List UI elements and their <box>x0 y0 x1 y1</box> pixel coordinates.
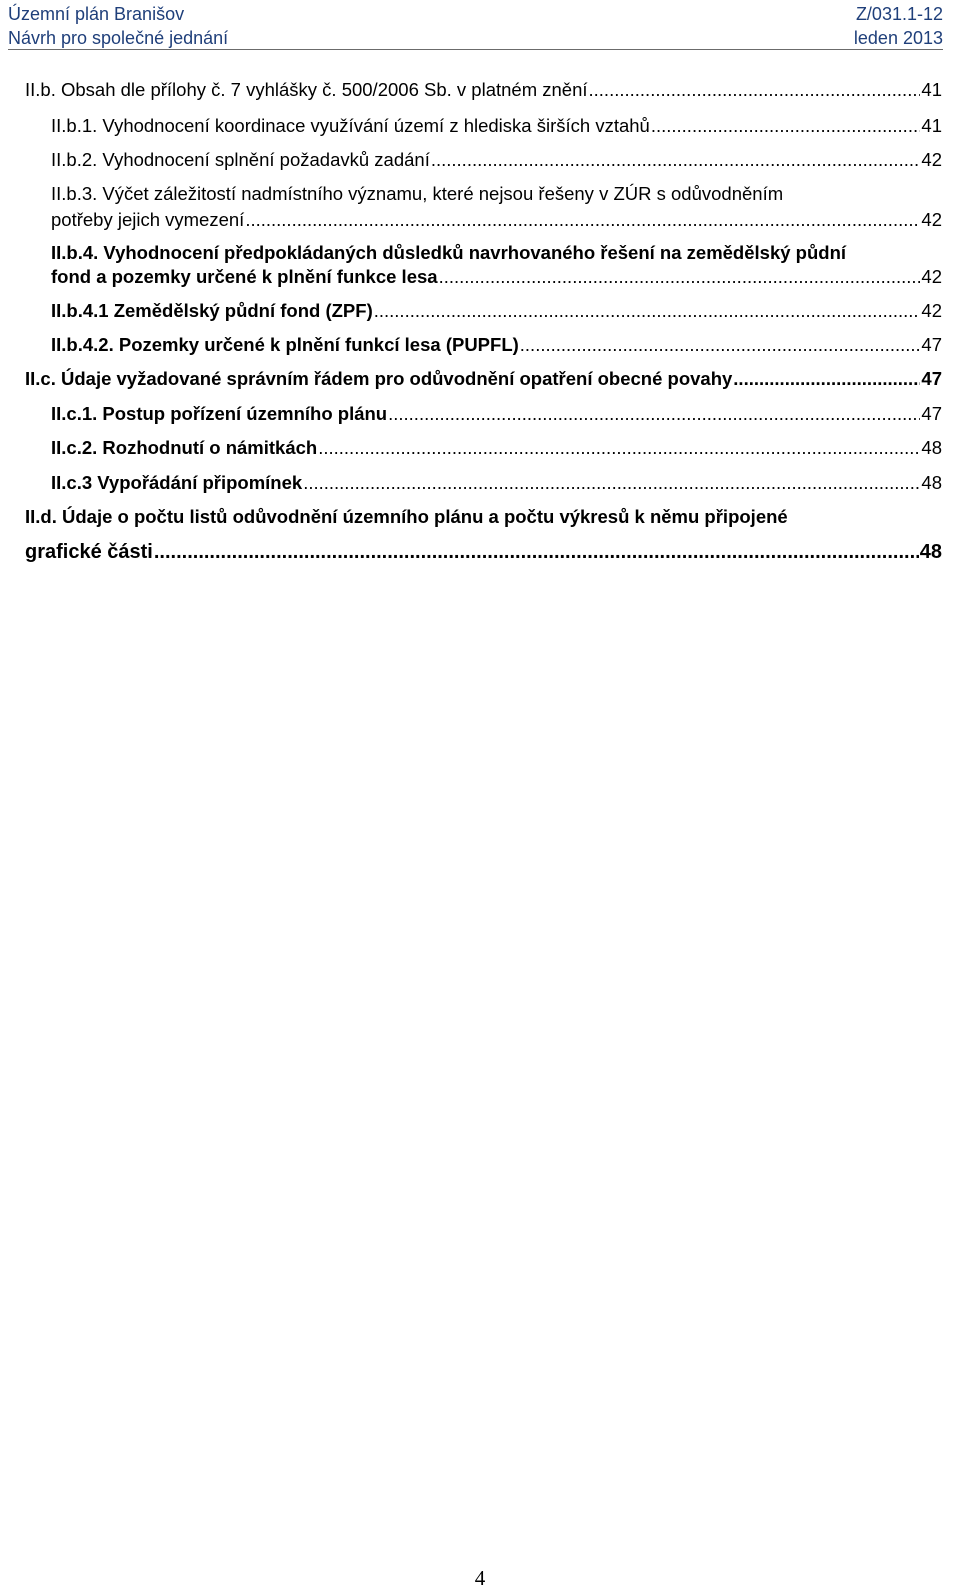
toc-entry[interactable]: II.b.4.1 Zemědělský půdní fond (ZPF) ..... 42 <box>51 299 942 323</box>
toc-entry[interactable]: fond a pozemky určené k plnění funkce lesa ..... 42 <box>51 265 942 289</box>
toc-entry-line1: II.b.4. Vyhodnocení předpokládaných důsledků navrhovaného řešení na zemědělský půdní <box>51 242 847 263</box>
header-code: Z/031.1-12 <box>855 4 943 24</box>
page-header <box>8 2 943 50</box>
toc-entry[interactable]: II.c. Údaje vyžadované správním řádem pro odůvodnění opatření obecné povahy ..... 47 <box>25 367 942 391</box>
toc-entry[interactable]: II.b.4.2. Pozemky určené k plnění funkcí lesa (PUPFL) ..... 47 <box>51 333 942 357</box>
header-title: Územní plán Branišov <box>8 4 185 24</box>
toc-entry[interactable]: II.c.2. Rozhodnutí o námitkách ..... 48 <box>51 436 942 460</box>
header-date: leden 2013 <box>853 28 943 48</box>
header-subtitle: Návrh pro společné jednání <box>8 28 229 48</box>
toc-entry-line1: II.b.3. Výčet záležitostí nadmístního významu, které nejsou řešeny v ZÚR s odůvodněním <box>51 183 784 204</box>
toc-entry-line1: II.d. Údaje o počtu listů odůvodnění územního plánu a počtu výkresů k němu připojené <box>25 506 788 527</box>
toc-entry[interactable]: II.b. Obsah dle přílohy č. 7 vyhlášky č. 500/2006 Sb. v platném znění ..... 41 <box>25 78 942 102</box>
toc-entry[interactable]: potřeby jejich vymezení ..... 42 <box>51 208 942 232</box>
toc-entry[interactable]: II.c.3 Vypořádání připomínek ..... 48 <box>51 471 942 495</box>
toc-entry[interactable]: grafické části ..... 48 <box>25 540 942 564</box>
header-divider <box>8 49 943 50</box>
toc-entry[interactable]: II.c.1. Postup pořízení územního plánu ..... 47 <box>51 402 942 426</box>
toc-entry[interactable]: II.b.1. Vyhodnocení koordinace využívání území z hlediska širších vztahů ..... 41 <box>51 114 942 138</box>
toc-entry[interactable]: II.b.2. Vyhodnocení splnění požadavků zadání ..... 42 <box>51 148 942 172</box>
page-number: 4 <box>474 1566 486 1590</box>
